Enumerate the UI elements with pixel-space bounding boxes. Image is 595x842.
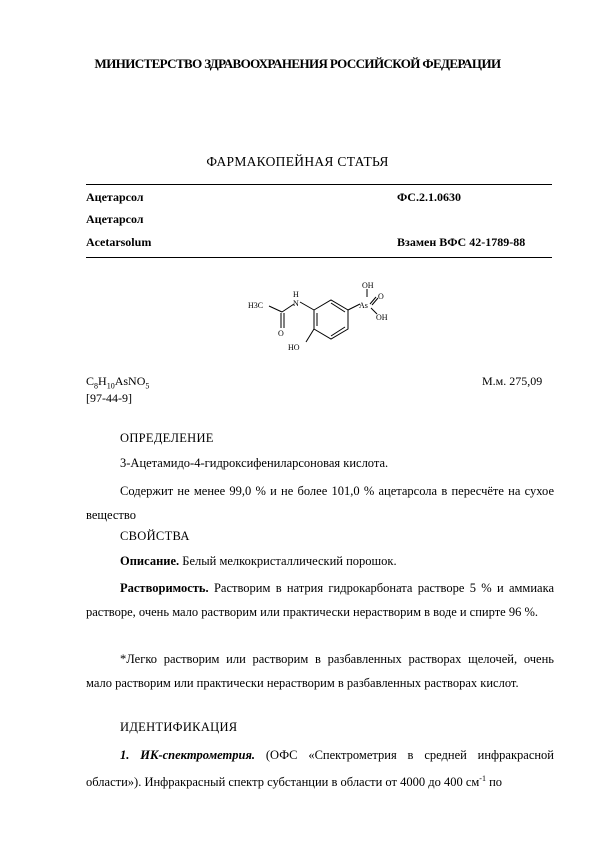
ir-paragraph: 1. ИК-спектрометрия. (ОФС «Спектрометрия в средней инфракрасной области»). Инфракрасный спектр субстанции в области от 4000 до 400 $см^{-1}$ по: [86, 748, 555, 790]
as-oh-right-label: OH: [376, 313, 388, 322]
carbonyl-o-label: O: [278, 329, 284, 338]
molecular-weight: М.м. 275,09: [482, 374, 543, 388]
bottom-rule: [86, 257, 552, 258]
hydroxy-label: HO: [288, 343, 300, 352]
drug-name-latin: Acetarsolum: [86, 235, 152, 249]
document-title: ФАРМАКОПЕЙНАЯ СТАТЬЯ: [206, 154, 389, 169]
solubility-paragraph: Растворимость. Растворим в натрия гидрокарбоната растворе 5 % и аммиака растворе, очень мало растворим или практически нерастворим в воде и спирте 96 %.: [86, 581, 554, 619]
benzene-ring: [314, 300, 348, 339]
bond-ring-oh: [306, 329, 314, 342]
drug-name-russian: Ацетарсол: [86, 190, 144, 204]
identification-heading: ИДЕНТИФИКАЦИЯ: [120, 720, 238, 734]
nh-h-label: H: [293, 290, 299, 299]
content-text: Содержит не менее 99,0 % и не более 101,0 % ацетарсола в пересчёте на сухое вещество: [86, 484, 554, 522]
description-label: Описание.: [120, 554, 180, 568]
as-oh-top-label: OH: [362, 282, 374, 290]
top-rule: [86, 184, 552, 185]
ministry-header: МИНИСТЕРСТВО ЗДРАВООХРАНЕНИЯ РОССИЙСКОЙ ФЕДЕРАЦИИ: [94, 56, 501, 71]
chemical-structure: [238, 282, 388, 362]
replaces-reference: Взамен ВФС 42-1789-88: [397, 235, 526, 249]
cas-number: [97-44-9]: [86, 391, 132, 405]
ch3-label: H3C: [248, 301, 264, 310]
bond-c-ch3: [269, 306, 282, 312]
nh-n-label: N: [293, 299, 299, 308]
note-paragraph: *Легко растворим или растворим в разбавленных растворах щелочей, очень мало растворим или практически нерастворим в разбавленных растворах кислот.: [86, 652, 554, 690]
monograph-code: ФС.2.1.0630: [397, 190, 461, 204]
ir-label: 1. ИК-спектрометрия.: [120, 748, 256, 762]
arsenic-label: As: [359, 301, 368, 310]
drug-name-russian-alt: Ацетарсол: [86, 212, 144, 226]
properties-heading: СВОЙСТВА: [120, 529, 190, 543]
solubility-label: Растворимость.: [120, 581, 209, 595]
bond-ring-n: [300, 302, 314, 310]
as-o-label: O: [378, 292, 384, 301]
bond-as-o-1: [370, 297, 376, 304]
description-paragraph: Описание. Белый мелкокристаллический порошок.: [120, 554, 397, 568]
definition-text: 3-Ацетамидо-4-гидроксифениларсоновая кислота.: [120, 456, 389, 470]
molecular-formula: $C_8H_{10}AsNO_5$: [86, 374, 150, 391]
definition-heading: ОПРЕДЕЛЕНИЕ: [120, 431, 214, 445]
